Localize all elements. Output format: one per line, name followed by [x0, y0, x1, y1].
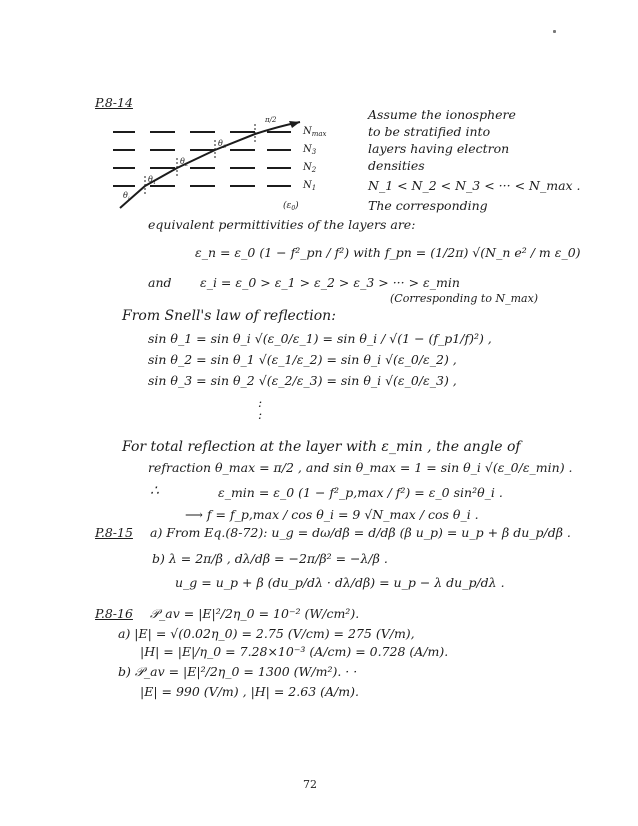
snell-title: From Snell's law of reflection:	[122, 308, 336, 324]
svg-text:2: 2	[185, 162, 189, 168]
layer-label-n1: $N_1$	[303, 180, 317, 192]
problem-8-15-label: P.8-15	[95, 525, 133, 540]
eq-chain-note: (Corresponding to N_max)	[390, 292, 539, 305]
angle-label-2: θ	[180, 157, 185, 166]
density-inequality: N_1 < N_2 < N_3 < ··· < N_max .	[368, 178, 581, 193]
page-number: 72	[303, 778, 317, 791]
p815-line-1: a) From Eq.(8-72): u_g = dω/dβ = d/dβ (β u_p) = u_p + β du_p/dβ .	[150, 525, 571, 540]
p816-line-2: a) |E| = √(0.02η_0) = 2.75 (V/cm) = 275 (V/m),	[118, 626, 415, 641]
perm-line-2: equivalent permittivities of the layers are:	[148, 217, 416, 232]
ray-path	[120, 122, 300, 208]
p816-line-5: |E| = 990 (V/m) , |H| = 2.63 (A/m).	[140, 684, 359, 699]
snell-line-2: sin θ_2 = sin θ_1 √(ε_1/ε_2) = sin θ_i √(ε_0/ε_2) ,	[148, 352, 457, 367]
intro-line-2: to be stratified into	[368, 124, 491, 139]
medium-label: $(\varepsilon_0)$	[283, 201, 299, 212]
angle-label-i: θ	[123, 191, 128, 200]
ray-arrowhead	[289, 121, 300, 128]
intro-line-3: layers having electron	[368, 141, 510, 156]
svg-text:i: i	[128, 196, 130, 202]
intro-line-4: densities	[368, 158, 425, 173]
continuation-dots-2: :	[258, 407, 263, 422]
layer-label-n3: $N_3$	[303, 144, 317, 156]
eq-eps-n: ε_n = ε_0 (1 − f²_pn / f²) with f_pn = (1/2π) √(N_n e² / m ε_0)	[195, 245, 581, 260]
p815-line-3: u_g = u_p + β (du_p/dλ · dλ/dβ) = u_p − λ du_p/dλ .	[175, 575, 505, 590]
layer-label-nmax: $N_{max}$	[303, 126, 327, 138]
total-reflection-line-2: refraction θ_max = π/2 , and sin θ_max = 1 = sin θ_i √(ε_0/ε_min) .	[148, 460, 573, 475]
eq-eps-chain: ε_i = ε_0 > ε_1 > ε_2 > ε_3 > ··· > ε_min	[200, 275, 460, 290]
p816-line-4: b) 𝒫_av = |E|²/2η_0 = 1300 (W/m²). · ·	[118, 664, 358, 679]
eq-and: and	[148, 275, 172, 290]
angle-label-max: π/2	[265, 116, 277, 124]
svg-text:3: 3	[223, 144, 227, 150]
snell-line-3: sin θ_3 = sin θ_2 √(ε_2/ε_3) = sin θ_i √(ε_0/ε_3) ,	[148, 373, 457, 388]
angle-label-3: θ	[218, 139, 223, 148]
total-reflection-line-1: For total reflection at the layer with ε_min , the angle of	[122, 439, 521, 455]
scan-speck	[553, 30, 556, 33]
angle-label-1: θ	[148, 175, 153, 184]
problem-8-14-label: P.8-14	[95, 95, 133, 110]
intro-line-1: Assume the ionosphere	[368, 107, 516, 122]
p815-line-2: b) λ = 2π/β , dλ/dβ = −2π/β² = −λ/β .	[152, 551, 388, 566]
layer-label-n2: $N_2$	[303, 162, 317, 174]
therefore-symbol: ∴	[150, 483, 159, 499]
cutoff-frequency-line: ⟶ f = f_p,max / cos θ_i = 9 √N_max / cos θ_i .	[185, 507, 479, 522]
p816-line-3: |H| = |E|/η_0 = 7.28×10⁻³ (A/cm) = 0.728 (A/m).	[140, 644, 449, 659]
continuation-dots: :	[258, 395, 263, 410]
problem-8-16-label: P.8-16	[95, 606, 133, 621]
p816-line-1: 𝒫_av = |E|²/2η_0 = 10⁻² (W/cm²).	[150, 606, 360, 621]
layer-lines	[113, 132, 291, 186]
svg-text:1: 1	[153, 180, 157, 186]
eps-min-line: ε_min = ε_0 (1 − f²_p,max / f²) = ε_0 sin²θ_i .	[218, 485, 503, 500]
perm-line-1: The corresponding	[368, 198, 488, 213]
ionosphere-layers-diagram	[95, 112, 355, 212]
snell-line-1: sin θ_1 = sin θ_i √(ε_0/ε_1) = sin θ_i / √(1 − (f_p1/f)²) ,	[148, 331, 492, 346]
